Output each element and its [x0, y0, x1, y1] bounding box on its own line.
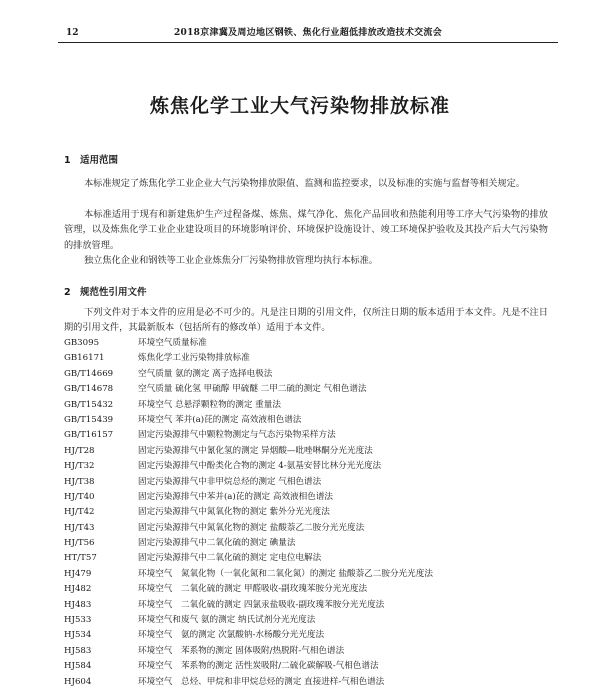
standard-name: 固定污染源排气中氮氧化物的测定 盐酸萘乙二胺分光光度法 [138, 522, 365, 533]
standard-code: GB3095 [64, 338, 100, 348]
standard-code: HJ/T28 [64, 445, 95, 456]
standard-name: 炼焦化学工业污染物排放标准 [138, 353, 250, 364]
standard-name: 环境空气 苯系物的测定 固体吸附/热脱附-气相色谱法 [138, 645, 345, 656]
standard-code: HJ/T56 [64, 538, 95, 549]
section-number: 1 [64, 155, 71, 166]
reference-item [64, 505, 548, 520]
standard-code: HJ583 [64, 645, 92, 656]
running-header [58, 26, 558, 43]
paragraph: 本标准适用于现有和新建焦炉生产过程备煤、炼焦、煤气净化、焦化产品回收和热能利用等工序大气污染物的排放管理，以及炼焦化学工业企业建设项目的环境影响评价、环境保护设施设计、竣工环境保护验收及其投产后大气污染物的排放管理。 [64, 209, 548, 251]
reference-item [64, 336, 548, 351]
standard-code: HJ/T32 [64, 461, 95, 472]
reference-item [64, 413, 548, 428]
reference-item [64, 367, 548, 382]
paragraph: 独立焦化企业和钢铁等工业企业炼焦分厂污染物排放管理均执行本标准。 [84, 255, 378, 266]
standard-code: GB/T15432 [64, 399, 114, 410]
standard-name: 固定污染源排气中氰化氢的测定 异烟酸—吡唑啉酮分光光度法 [138, 445, 373, 456]
standard-code: GB16171 [64, 353, 105, 364]
reference-item [64, 628, 548, 643]
standard-name: 环境空气 总悬浮颗粒物的测定 重量法 [138, 399, 281, 410]
standard-code: HJ/T43 [64, 522, 95, 533]
standard-code: HJ584 [64, 661, 92, 672]
standard-name: 固定污染源排气中二氧化硫的测定 碘量法 [138, 538, 296, 549]
document-title: 炼焦化学工业大气污染物排放标准 [149, 95, 450, 117]
section-2-heading [64, 284, 147, 298]
standard-code: HJ604 [64, 676, 92, 687]
standard-name: 环境空气 氮氧化物（一氧化氮和二氧化氮）的测定 盐酸萘乙二胺分光光度法 [138, 568, 433, 579]
journal-title: 2018京津冀及周边地区钢铁、焦化行业超低排放改造技术交流会 [173, 28, 443, 38]
standard-code: HT/T57 [64, 553, 97, 564]
standard-code: HJ533 [64, 615, 92, 626]
standard-name: 环境空气 氨的测定 次氯酸钠-水杨酸分光光度法 [138, 630, 325, 641]
standard-code: HJ479 [64, 568, 92, 579]
standard-code: HJ/T38 [64, 476, 95, 487]
standard-name: 固定污染源排气中氮氧化物的测定 紫外分光光度法 [138, 507, 330, 518]
reference-item [64, 659, 548, 674]
standard-name: 固定污染源排气中颗粒物测定与气态污染物采样方法 [138, 430, 336, 441]
reference-item [64, 582, 548, 597]
reference-item [64, 551, 548, 566]
reference-item [64, 398, 548, 413]
standard-code: GB/T14678 [64, 384, 114, 395]
standard-code: GB/T16157 [64, 430, 114, 441]
reference-item [64, 644, 548, 659]
standard-code: HJ483 [64, 599, 92, 610]
section-heading-text: 适用范围 [80, 155, 119, 166]
standard-code: HJ/T40 [64, 491, 95, 502]
standard-code: HJ534 [64, 630, 92, 641]
standard-name: 固定污染源排气中二氧化硫的测定 定电位电解法 [138, 553, 322, 564]
standard-name: 固定污染源排气中苯并(a)芘的测定 高效液相色谱法 [138, 491, 334, 502]
reference-item [64, 613, 548, 628]
standard-name: 环境空气 苯系物的测定 活性炭吸附/二硫化碳解吸-气相色谱法 [138, 661, 379, 672]
standard-name: 空气质量 硫化氢 甲硫醇 甲硫醚 二甲二硫的测定 气相色谱法 [138, 384, 367, 395]
paragraph: 下列文件对于本文件的应用是必不可少的。凡是注日期的引用文件，仅所注日期的版本适用于本文件。凡是不注日期的引用文件，其最新版本（包括所有的修改单）适用于本文件。 [64, 307, 548, 334]
reference-item [64, 536, 548, 551]
section-heading-text: 规范性引用文件 [80, 287, 147, 298]
reference-item [64, 567, 548, 582]
reference-item [64, 521, 548, 536]
reference-item [64, 382, 548, 397]
standard-name: 固定污染源排气中非甲烷总烃的测定 气相色谱法 [138, 476, 322, 487]
reference-item [64, 459, 548, 474]
standard-code: GB/T15439 [64, 414, 114, 425]
standard-name: 空气质量 氨的测定 离子选择电极法 [138, 368, 273, 379]
reference-item [64, 428, 548, 443]
reference-item [64, 475, 548, 490]
reference-item [64, 490, 548, 505]
standard-name: 环境空气 二氧化硫的测定 甲醛吸收-副玫瑰苯胺分光光度法 [138, 584, 368, 595]
paragraph: 本标准规定了炼焦化学工业企业大气污染物排放限值、监测和监控要求，以及标准的实施与监督等相关规定。 [84, 178, 525, 189]
standard-name: 环境空气 二氧化硫的测定 四氯汞盐吸收-副玫瑰苯胺分光光度法 [138, 599, 385, 610]
reference-item [64, 351, 548, 366]
reference-list [64, 336, 548, 690]
reference-item [64, 444, 548, 459]
section-1-heading [64, 152, 118, 166]
standard-code: GB/T14669 [64, 368, 114, 379]
standard-name: 固定污染源排气中酚类化合物的测定 4-氨基安替比林分光光度法 [138, 461, 382, 472]
standard-code: HJ/T42 [64, 507, 95, 518]
reference-item [64, 675, 548, 690]
standard-name: 环境空气质量标准 [138, 338, 207, 348]
page-number: 12 [66, 28, 79, 38]
standard-name: 环境空气和废气 氨的测定 纳氏试剂分光光度法 [138, 615, 316, 626]
standard-name: 环境空气 苯并(a)芘的测定 高效液相色谱法 [138, 414, 302, 425]
reference-item [64, 598, 548, 613]
standard-name: 环境空气 总烃、甲烷和非甲烷总烃的测定 直接进样-气相色谱法 [138, 676, 385, 687]
standard-code: HJ482 [64, 584, 92, 595]
section-number: 2 [64, 287, 71, 298]
